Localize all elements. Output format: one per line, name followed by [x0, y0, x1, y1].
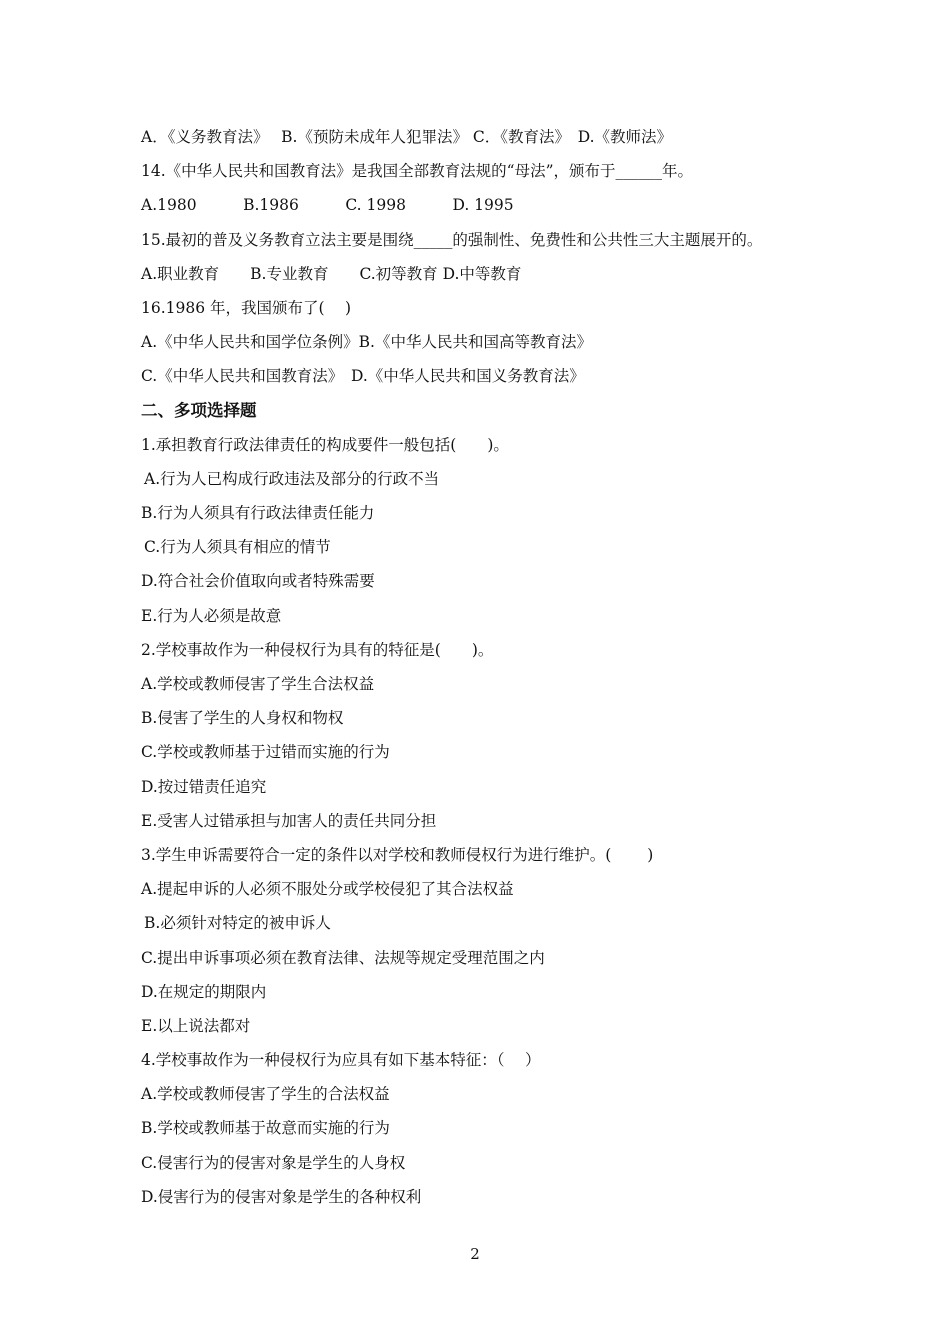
q15-options: A.职业教育 B.专业教育 C.初等教育 D.中等教育 — [141, 264, 522, 283]
q14-options: A.1980 B.1986 C. 1998 D. 1995 — [141, 196, 514, 215]
q16-options-cd: C.《中华人民共和国教育法》 D.《中华人民共和国义务教育法》 — [141, 367, 585, 386]
q13-options: A．《义务教育法》 B.《预防未成年人犯罪法》 C．《教育法》 D.《教师法》 — [141, 128, 673, 146]
mq4-question: 4.学校事故作为一种侵权行为应具有如下基本特征：（ ） — [141, 1051, 541, 1070]
mq3-option-b: B.必须针对特定的被申诉人 — [144, 914, 331, 933]
q16-question: 16.1986 年，我国颁布了( ) — [141, 298, 352, 317]
mq2-option-e: E.受害人过错承担与加害人的责任共同分担 — [141, 811, 437, 830]
mq1-option-e: E.行为人必须是故意 — [141, 606, 282, 625]
mq1-option-c: C.行为人须具有相应的情节 — [144, 538, 331, 557]
mq4-option-a: A.学校或教师侵害了学生的合法权益 — [141, 1085, 390, 1104]
mq2-option-c: C.学校或教师基于过错而实施的行为 — [141, 743, 390, 762]
section-heading-multiple-choice: 二、多项选择题 — [141, 400, 257, 420]
mq3-option-c: C.提出申诉事项必须在教育法律、法规等规定受理范围之内 — [141, 948, 545, 967]
q14-question: 14.《中华人民共和国教育法》是我国全部教育法规的“母法”，颁布于______年。 — [141, 162, 694, 181]
mq2-option-b: B.侵害了学生的人身权和物权 — [141, 709, 344, 728]
mq1-option-b: B.行为人须具有行政法律责任能力 — [141, 504, 375, 523]
mq3-option-e: E.以上说法都对 — [141, 1016, 251, 1035]
mq3-option-a: A.提起申诉的人必须不服处分或学校侵犯了其合法权益 — [141, 880, 514, 899]
mq4-option-b: B.学校或教师基于故意而实施的行为 — [141, 1119, 390, 1138]
page-number: 2 — [470, 1245, 480, 1263]
mq4-option-c: C.侵害行为的侵害对象是学生的人身权 — [141, 1153, 406, 1172]
mq1-question: 1.承担教育行政法律责任的构成要件一般包括( )。 — [141, 435, 509, 454]
mq3-option-d: D.在规定的期限内 — [141, 982, 267, 1001]
mq1-option-a: A.行为人已构成行政违法及部分的行政不当 — [144, 469, 440, 488]
mq3-question: 3.学生申诉需要符合一定的条件以对学校和教师侵权行为进行维护。( ) — [141, 845, 654, 864]
mq1-option-d: D.符合社会价值取向或者特殊需要 — [141, 572, 375, 591]
q16-options-ab: A.《中华人民共和国学位条例》B.《中华人民共和国高等教育法》 — [141, 333, 592, 352]
mq4-option-d: D.侵害行为的侵害对象是学生的各种权利 — [141, 1187, 422, 1206]
mq2-question: 2.学校事故作为一种侵权行为具有的特征是( )。 — [141, 640, 494, 659]
document-body — [141, 124, 821, 1218]
mq2-option-a: A.学校或教师侵害了学生合法权益 — [141, 675, 375, 693]
mq2-option-d: D.按过错责任追究 — [141, 777, 267, 796]
q15-question: 15.最初的普及义务教育立法主要是围绕_____的强制性、免费性和公共性三大主题展开的。 — [141, 230, 763, 249]
